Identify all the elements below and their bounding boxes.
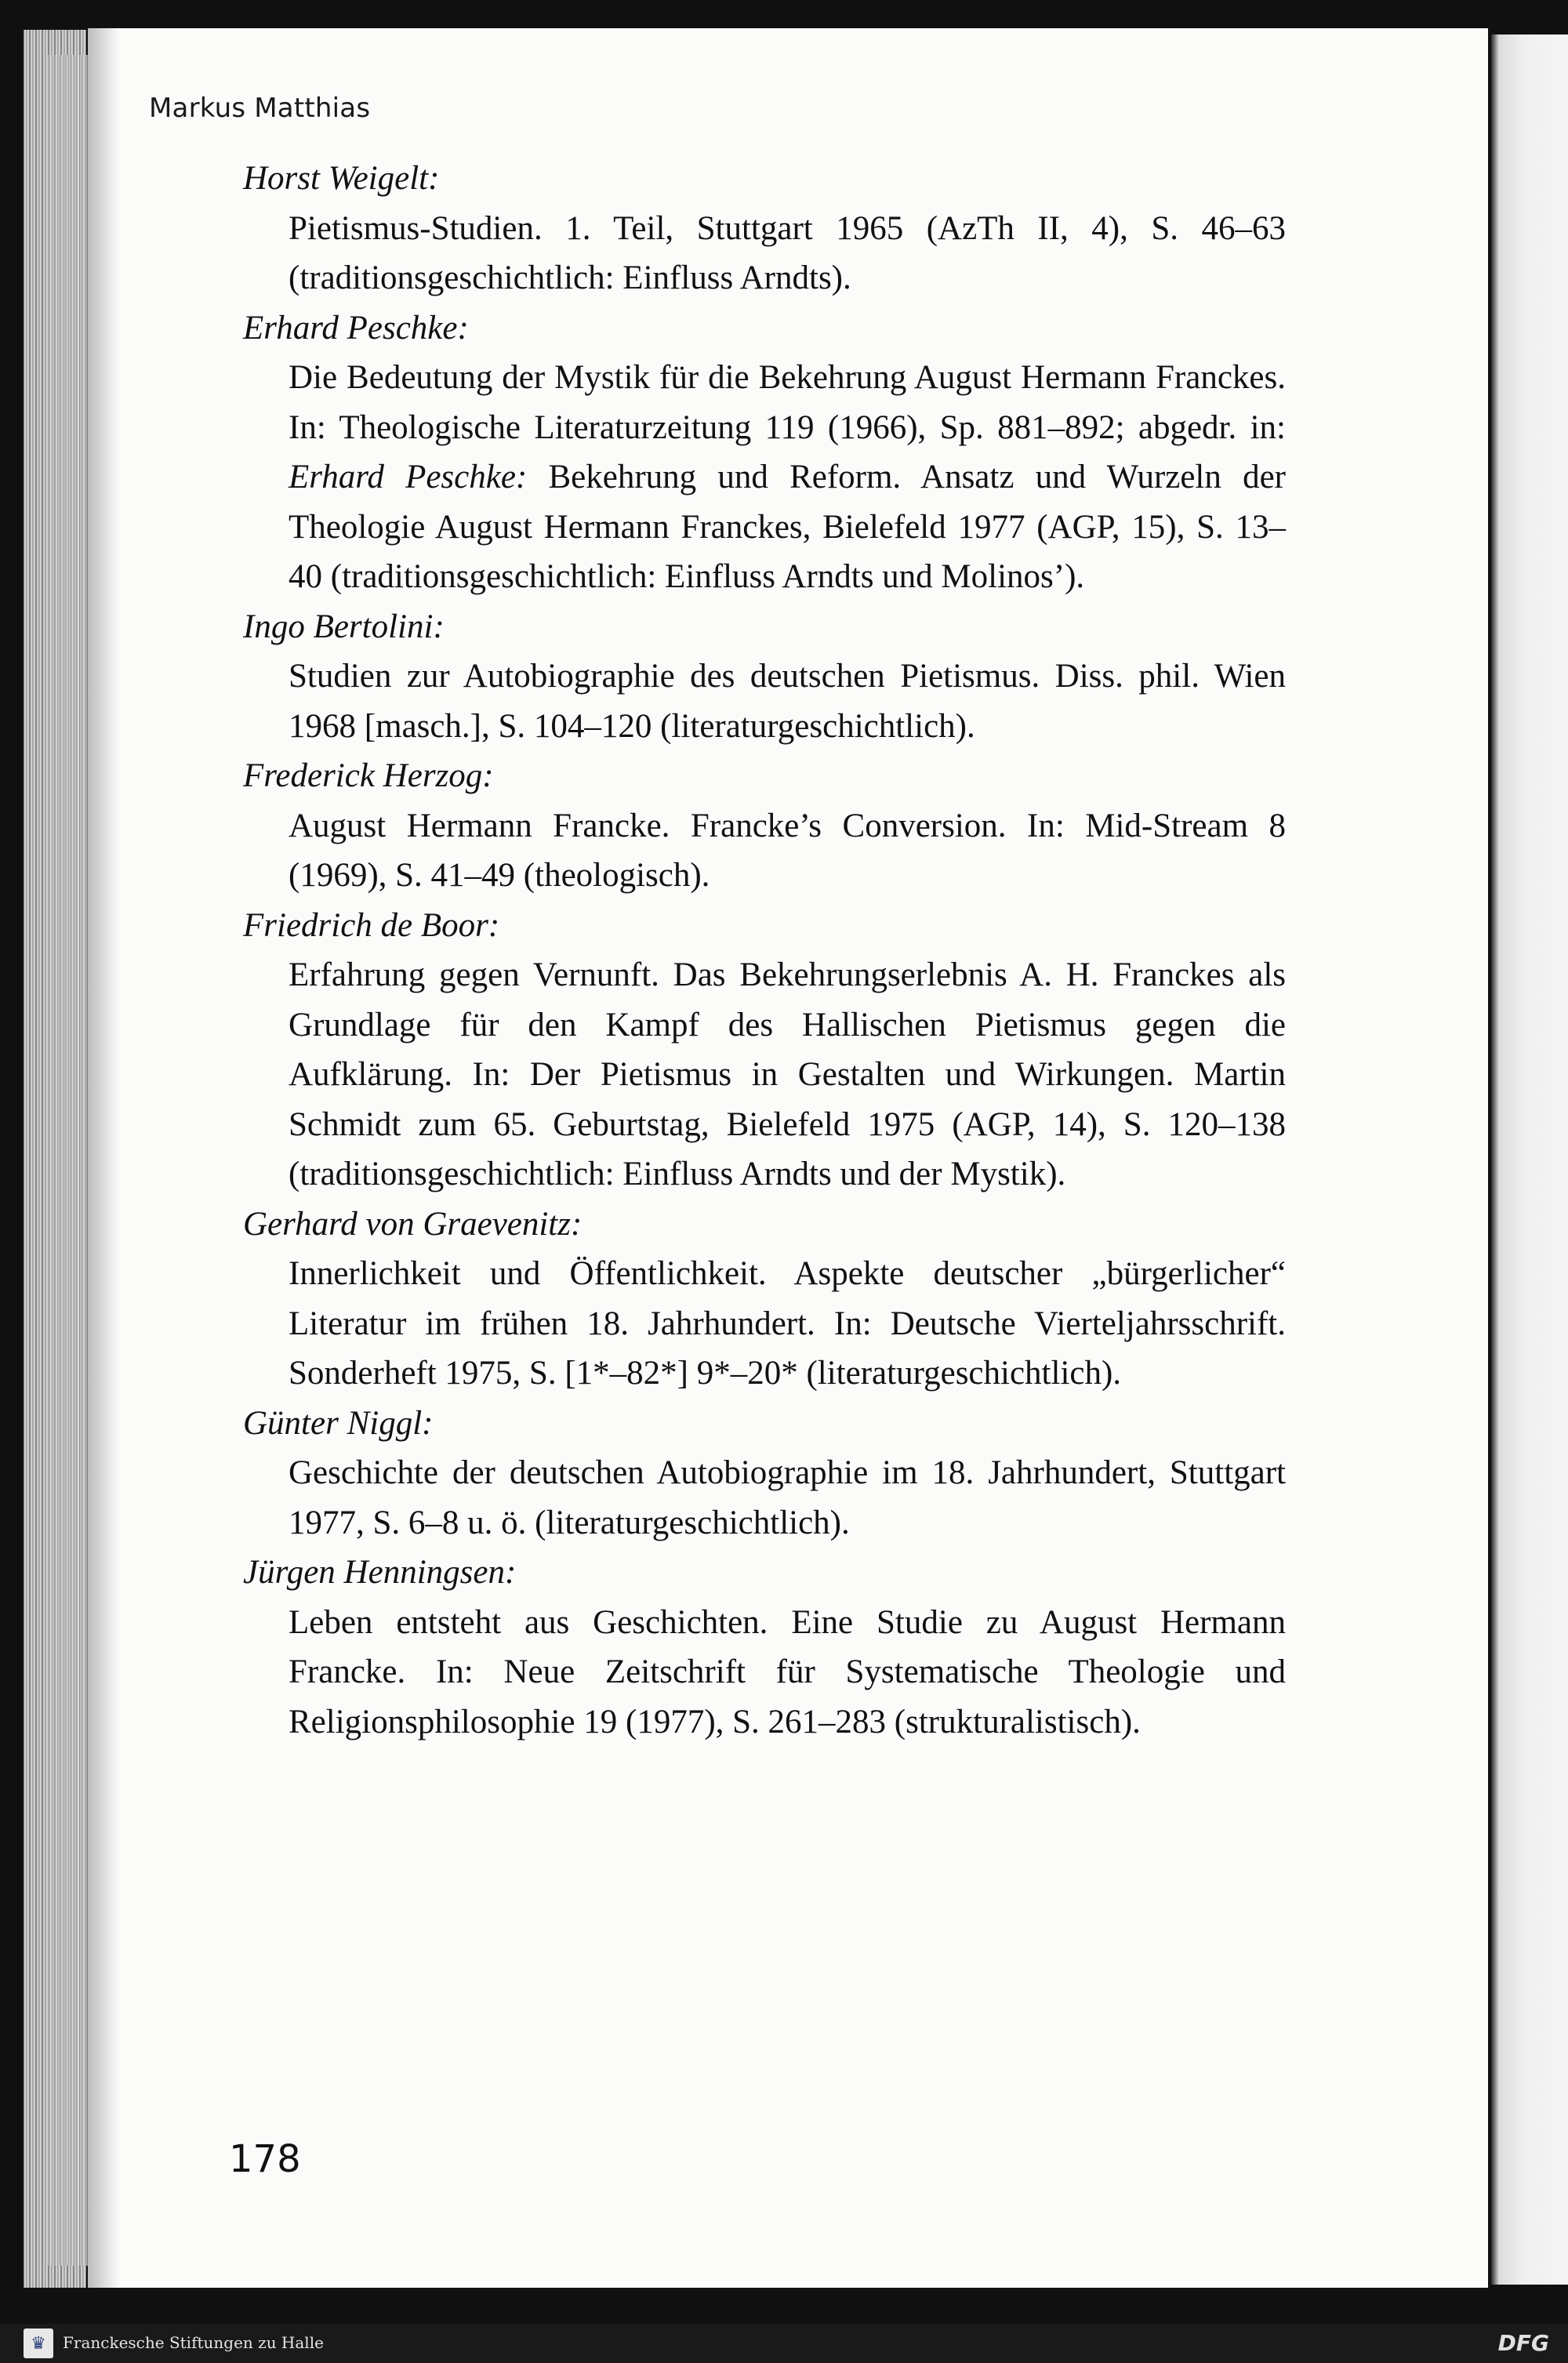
running-head: Markus Matthias — [149, 93, 371, 124]
entry-reference: Pietismus-Studien. 1. Teil, Stuttgart 1965 (AzTh II, 4), S. 46–63 (traditionsgeschichtlich: Einfluss Arndts). — [289, 209, 1286, 296]
entry-reference: Leben entsteht aus Geschichten. Eine Studie zu August Hermann Francke. In: Neue Zeitschrift für Systematische Theologie und Religionsphilosophie 19 (1977), S. 261–283 (strukturalistisch). — [289, 1603, 1286, 1740]
entry-reference: Studien zur Autobiographie des deutschen Pietismus. Diss. phil. Wien 1968 [masch.], S. 104–120 (literaturgeschichtlich). — [289, 658, 1286, 745]
entry-reference: Innerlichkeit und Öffentlichkeit. Aspekte deutscher „bürgerlicher“ Literatur im frühen 18. Jahrhundert. In: Deutsche Vierteljahrsschrift. Sonderheft 1975, S. [1*–82*] 9*–20* (literaturgeschichtlich). — [289, 1255, 1286, 1392]
entry-author: Frederick Herzog: — [243, 757, 494, 794]
bibliography-list — [243, 154, 1286, 1747]
bibliography-entry — [243, 1200, 1286, 1399]
entry-author: Ingo Bertolini: — [243, 608, 445, 645]
scan-footer-bar — [0, 2324, 1568, 2363]
bibliography-entry — [243, 901, 1286, 1200]
entry-author: Jürgen Henningsen: — [243, 1554, 517, 1591]
bibliography-entry — [243, 1399, 1286, 1548]
bibliography-entry — [243, 154, 1286, 303]
entry-author: Erhard Peschke: — [243, 309, 469, 347]
gutter-shadow — [88, 28, 119, 2288]
entry-author: Friedrich de Boor: — [243, 906, 500, 944]
entry-reference-text: Bekehrung und Reform. Ansatz und Wurzeln der Theologie August Hermann Franckes, Bielefeld 1977 (AGP, 15), S. 13–40 (traditionsgeschichtlich: Einfluss Arndts und Molinos’). — [289, 459, 1287, 595]
entry-reference — [289, 353, 1286, 602]
entry-reference: August Hermann Francke. Francke’s Conversion. In: Mid-Stream 8 (1969), S. 41–49 (theologisch). — [289, 807, 1286, 894]
facing-page-edge — [1491, 34, 1568, 2285]
entry-reference-italic-author: Erhard Peschke: — [289, 459, 528, 495]
dfg-logo: DFG — [1497, 2330, 1549, 2356]
entry-author: Gerhard von Graevenitz: — [243, 1205, 583, 1243]
entry-author: Günter Niggl: — [243, 1404, 434, 1442]
bibliography-entry — [243, 303, 1286, 602]
entry-reference-text: Die Bedeutung der Mystik für die Bekehrung August Hermann Franckes. In: Theologische Literaturzeitung 119 (1966), Sp. 881–892; abgedr. in: — [289, 359, 1286, 446]
institution-name: Franckesche Stiftungen zu Halle — [63, 2333, 324, 2352]
bibliography-entry — [243, 602, 1286, 752]
entry-reference: Geschichte der deutschen Autobiographie im 18. Jahrhundert, Stuttgart 1977, S. 6–8 u. ö. (literaturgeschichtlich). — [289, 1454, 1286, 1541]
institution-emblem-icon: ♛ — [24, 2329, 53, 2358]
page-number: 178 — [229, 2137, 301, 2181]
bibliography-entry — [243, 751, 1286, 901]
entry-reference: Erfahrung gegen Vernunft. Das Bekehrungserlebnis A. H. Franckes als Grundlage für den Kampf des Hallischen Pietismus gegen die Aufklärung. In: Der Pietismus in Gestalten und Wirkungen. Martin Schmidt zum 65. Geburtstag, Bielefeld 1975 (AGP, 14), S. 120–138 (traditionsgeschichtlich: Einfluss Arndts und der Mystik). — [289, 956, 1286, 1192]
entry-author: Horst Weigelt: — [243, 160, 440, 197]
bibliography-entry — [243, 1548, 1286, 1747]
page-edges-inner — [47, 55, 94, 2266]
